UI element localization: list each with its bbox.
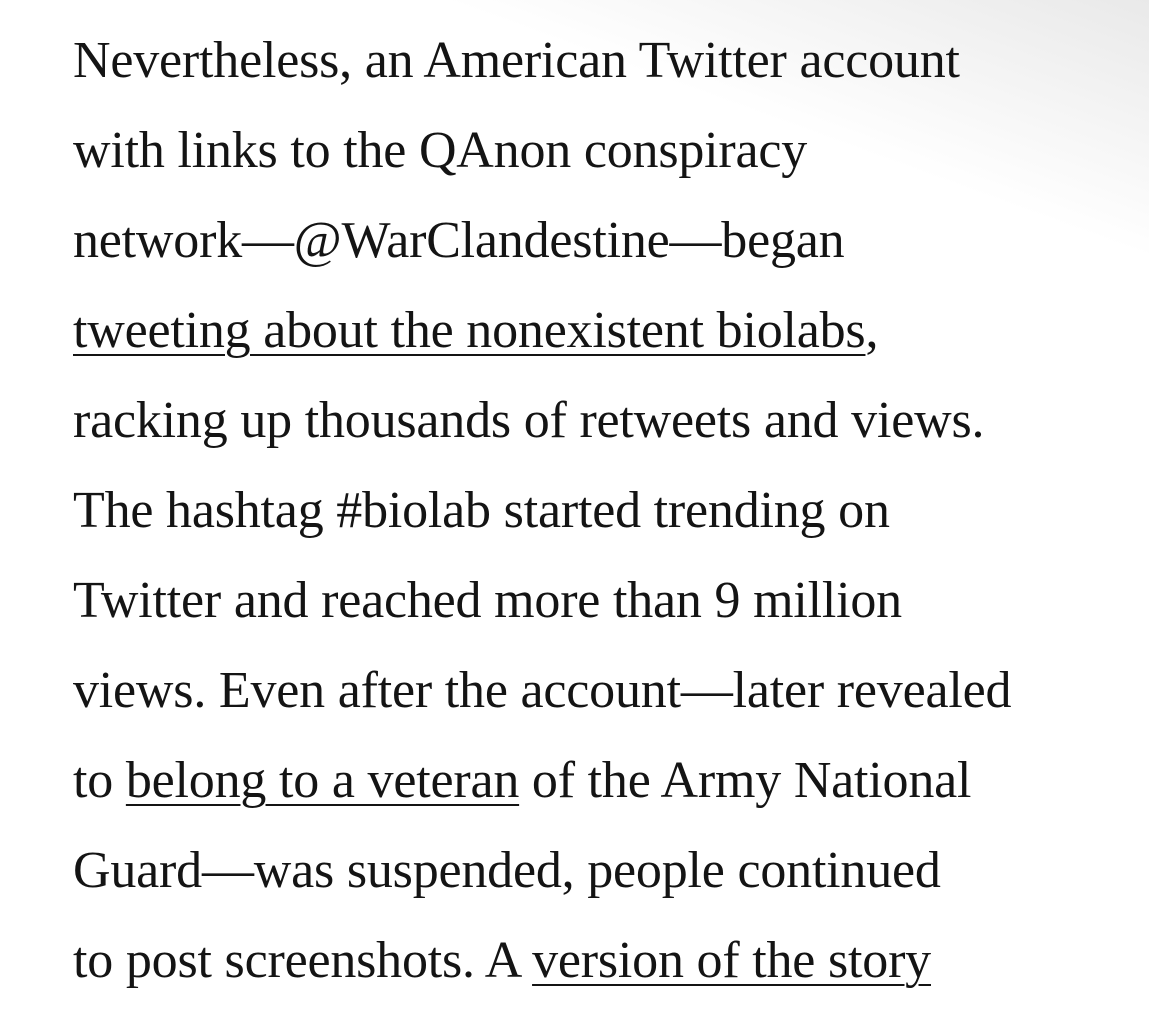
text-line-6 — [73, 466, 1133, 556]
line-text: The hashtag #biolab started trending on — [73, 482, 890, 539]
line-text: racking up thousands of retweets and views. — [73, 392, 985, 449]
line-text: Guard—was suspended, people continued — [73, 842, 941, 899]
line-text: to post screenshots. A — [73, 932, 533, 989]
line-text: Twitter and reached more than 9 million — [73, 572, 902, 629]
line-text: with links to the QAnon conspiracy — [73, 122, 808, 179]
link-belong-to-a-veteran[interactable]: belong to a veteran — [125, 752, 520, 809]
text-line-7 — [73, 556, 1133, 646]
link-version-of-the-story[interactable]: version of the story — [532, 932, 931, 989]
text-line-9 — [73, 736, 1133, 826]
line-text: network—@WarClandestine—began — [73, 212, 845, 269]
article-paragraph — [73, 16, 1133, 1006]
line-text: to — [73, 752, 126, 809]
text-line-10 — [73, 826, 1133, 916]
line-text: , — [865, 302, 879, 359]
text-line-8 — [73, 646, 1133, 736]
line-text: of the Army National — [519, 752, 972, 809]
text-line-3 — [73, 196, 1133, 286]
link-tweeting-about-biolabs[interactable]: tweeting about the nonexistent biolabs — [73, 302, 866, 359]
text-line-4 — [73, 286, 1133, 376]
text-line-11 — [73, 916, 1133, 1006]
line-text: views. Even after the account—later revealed — [73, 662, 1012, 719]
text-line-1 — [73, 16, 1133, 106]
text-line-5 — [73, 376, 1133, 466]
line-text: Nevertheless, an American Twitter account — [73, 32, 960, 89]
text-line-2 — [73, 106, 1133, 196]
